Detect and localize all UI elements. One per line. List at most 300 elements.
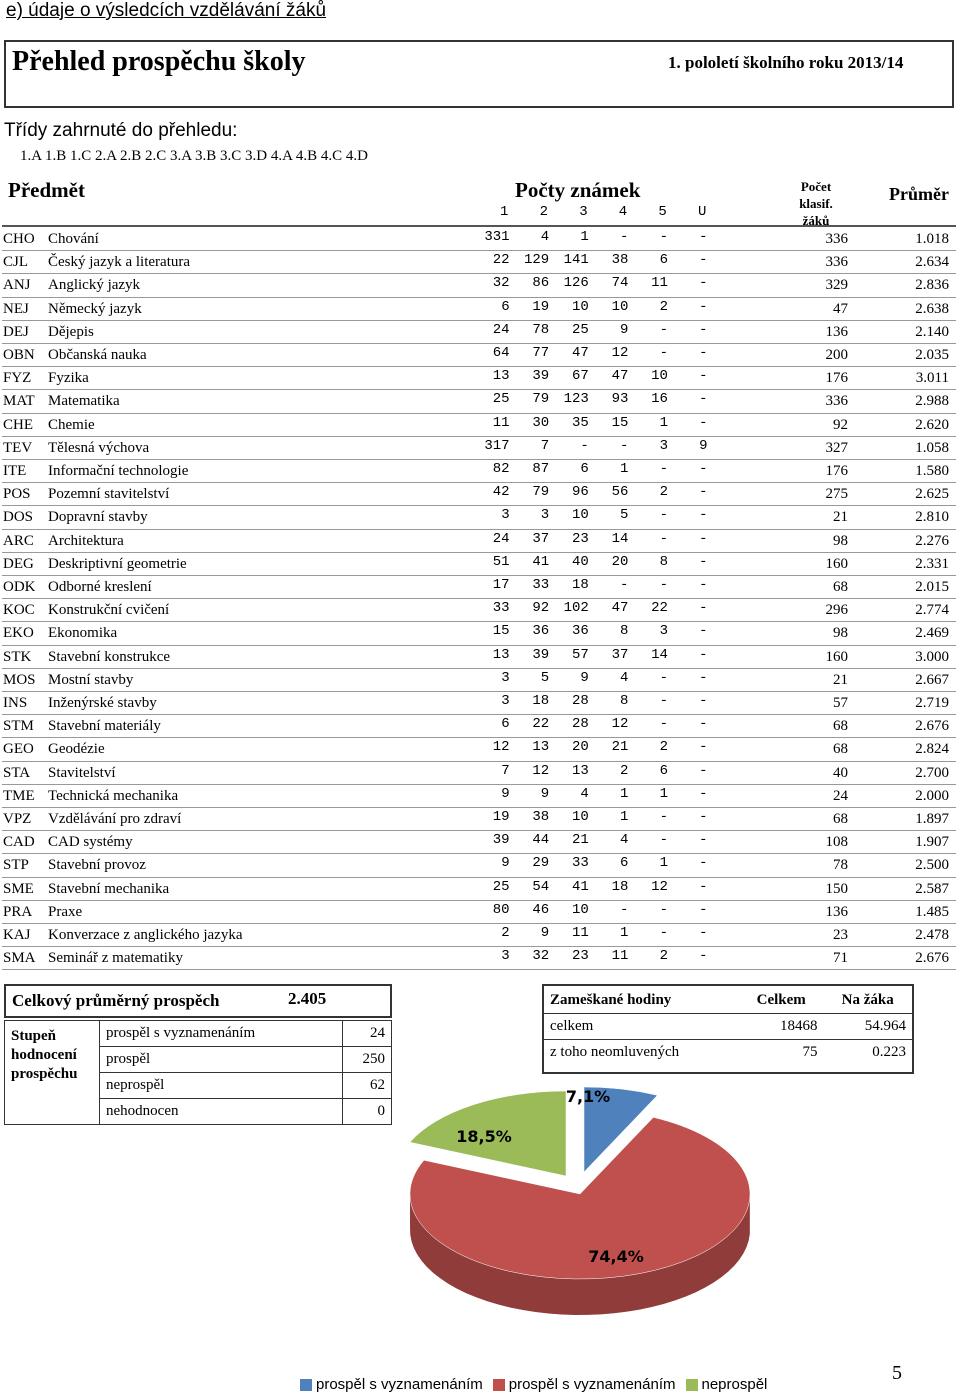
subject-name: Občanská nauka	[48, 347, 147, 363]
grade-count: -	[699, 414, 708, 431]
absence-total: 18468	[739, 1014, 823, 1040]
subject-code: STM	[3, 718, 34, 735]
subject-average: 2.140	[915, 323, 949, 340]
student-count: 71	[833, 950, 848, 967]
grade-count: -	[699, 716, 708, 733]
grade-count: 18	[611, 878, 629, 895]
subject-average: 2.774	[915, 602, 949, 619]
grade-count: 23	[571, 530, 589, 547]
grade-count: 3	[501, 507, 510, 524]
legend-item	[493, 1376, 676, 1393]
grade-header: 5	[658, 204, 667, 220]
grade-count: 6	[659, 252, 668, 269]
grade-count: 39	[532, 368, 550, 385]
table-row	[2, 460, 956, 483]
results-table	[4, 1020, 392, 1125]
subject-code: ODK	[3, 579, 36, 595]
subject-average: 2.634	[915, 254, 949, 271]
grade-count: 1	[659, 414, 668, 431]
grade-count: -	[699, 901, 708, 918]
header-divider	[2, 225, 956, 227]
grade-counts	[470, 600, 730, 616]
student-count: 160	[825, 648, 848, 665]
grade-count: 28	[571, 693, 589, 709]
table-row	[2, 831, 956, 854]
grade-count: 9	[580, 669, 589, 686]
grade-count: -	[699, 693, 708, 709]
subject-code: OBN	[3, 347, 35, 363]
grade-count: 36	[532, 623, 550, 640]
grade-counts	[470, 322, 730, 338]
grade-count: 22	[651, 600, 668, 617]
header-counts: Počty známek	[515, 178, 641, 202]
section-heading: e) údaje o výsledcích vzdělávání žáků	[6, 0, 327, 21]
absence-per-student: 54.964	[823, 1014, 912, 1040]
subject-code: KAJ	[3, 927, 31, 943]
student-count: 108	[825, 834, 848, 851]
subject-code: SME	[3, 880, 34, 897]
absence-header: Na žáka	[823, 988, 912, 1014]
table-row	[2, 414, 956, 437]
subject-name: Deskriptivní geometrie	[48, 555, 187, 572]
table-row	[2, 576, 956, 599]
absence-label: z toho neomluvených	[550, 1044, 680, 1060]
grade-count: -	[619, 901, 629, 918]
student-count: 21	[833, 671, 848, 688]
grade-count: 11	[611, 948, 629, 965]
grade-count: 28	[571, 716, 589, 733]
grade-header: 3	[579, 204, 588, 220]
subject-code: KOC	[3, 602, 35, 619]
student-count: 136	[825, 323, 848, 340]
grade-count: 96	[571, 484, 589, 501]
subject-name: Mostní stavby	[48, 671, 134, 688]
chart-legend	[300, 1376, 767, 1393]
grade-count: 24	[492, 321, 510, 338]
grade-count: 17	[492, 577, 510, 593]
grade-count: 1	[659, 785, 668, 802]
grade-counts	[470, 647, 730, 663]
subject-name: Dopravní stavby	[48, 509, 148, 526]
grade-count: 15	[611, 414, 629, 431]
grade-count: -	[619, 229, 629, 245]
grade-count: 10	[571, 809, 589, 825]
subject-average: 2.824	[915, 741, 949, 758]
grade-count: 93	[611, 391, 629, 408]
grade-count: 1	[619, 809, 629, 825]
subject-average: 2.719	[915, 695, 949, 711]
table-row	[2, 646, 956, 669]
absence-total: 75	[802, 1044, 818, 1060]
grade-count: 8	[619, 693, 629, 709]
grade-counts	[470, 554, 730, 570]
grade-count: 3	[659, 437, 668, 454]
student-count: 68	[833, 741, 848, 758]
grade-count: 12	[492, 739, 510, 756]
grade-count: 46	[532, 901, 550, 918]
grade-count: -	[699, 345, 708, 361]
subject-average: 2.478	[915, 927, 949, 943]
grade-count: 4	[619, 669, 629, 686]
grade-count: 13	[492, 646, 510, 663]
grade-count: 4	[580, 785, 589, 802]
grade-count: 20	[611, 553, 629, 570]
grade-count: 1	[659, 855, 668, 872]
page-number: 5	[892, 1362, 902, 1384]
grade-count: -	[699, 762, 708, 779]
subject-average: 2.676	[915, 718, 949, 735]
table-row	[2, 506, 956, 529]
table-row	[2, 483, 956, 506]
table-row	[2, 437, 956, 460]
subject-name: CAD systémy	[48, 834, 133, 851]
grade-counts	[470, 879, 730, 895]
subject-code: ANJ	[3, 277, 31, 294]
grade-count: -	[699, 321, 708, 338]
grade-count: 57	[571, 646, 589, 663]
grade-count: -	[699, 948, 708, 965]
grade-count: 9	[619, 321, 629, 338]
grade-count: 67	[571, 368, 589, 385]
grade-count: -	[659, 229, 668, 245]
subject-name: Pozemní stavitelství	[48, 486, 170, 503]
grade-count: 22	[492, 252, 510, 269]
grade-count: 10	[571, 298, 589, 315]
grade-counts	[470, 716, 730, 732]
subject-code: CAD	[3, 834, 35, 851]
grade-count: -	[659, 577, 668, 593]
table-row	[2, 854, 956, 877]
grade-counts	[470, 229, 730, 245]
grade-count: 25	[492, 391, 510, 408]
grade-count: 331	[484, 229, 510, 245]
student-count: 40	[833, 764, 848, 781]
grade-count: 6	[659, 762, 668, 779]
subject-average: 2.500	[915, 857, 949, 874]
result-value: 250	[343, 1047, 392, 1073]
pie-data-label: 74,4%	[588, 1247, 644, 1266]
subject-code: TME	[3, 787, 35, 804]
grade-count: 25	[492, 878, 510, 895]
grade-count: 2	[659, 739, 668, 756]
grade-count: 126	[563, 275, 589, 292]
student-count: 160	[825, 555, 848, 572]
grade-count: 8	[619, 623, 629, 640]
subject-code: CJL	[3, 254, 29, 271]
header-count	[786, 178, 846, 229]
grade-count: 7	[501, 762, 510, 779]
header-grades	[500, 204, 738, 220]
grade-count: 2	[659, 484, 668, 501]
subject-name: Fyzika	[48, 370, 89, 387]
grade-count: 36	[571, 623, 589, 640]
grade-count: 39	[492, 832, 510, 849]
grade-count: -	[699, 832, 708, 849]
grade-count: 24	[492, 530, 510, 547]
grade-counts	[470, 368, 730, 384]
subject-name: Matematika	[48, 393, 120, 410]
grade-count: -	[659, 461, 668, 477]
student-count: 78	[833, 857, 848, 874]
student-count: 98	[833, 625, 848, 642]
result-value: 24	[343, 1021, 392, 1047]
grade-count: 30	[532, 414, 550, 431]
grade-count: 12	[651, 878, 668, 895]
subject-code: CHE	[3, 416, 33, 433]
subject-average: 2.638	[915, 300, 949, 317]
absence-label: celkem	[544, 1014, 739, 1040]
grade-count: 21	[571, 832, 589, 849]
subject-average: 1.058	[915, 439, 949, 456]
subject-average: 3.011	[915, 370, 949, 387]
grade-counts	[470, 577, 730, 593]
header-average: Průměr	[889, 184, 949, 204]
grade-count: -	[659, 530, 668, 547]
table-row	[2, 738, 956, 761]
grade-count: 3	[501, 669, 510, 686]
subject-code: STA	[3, 764, 31, 781]
grade-counts	[470, 507, 730, 523]
subject-code: PRA	[3, 903, 33, 920]
absence-header: Celkem	[739, 988, 823, 1014]
grade-count: 9	[540, 785, 550, 802]
grade-counts	[470, 391, 730, 407]
subject-average: 2.988	[915, 393, 949, 410]
grade-count: 3	[540, 507, 550, 524]
pie-data-label: 18,5%	[456, 1127, 512, 1146]
grade-count: -	[659, 507, 668, 524]
grade-count: 9	[699, 437, 708, 454]
grade-count: 14	[611, 530, 629, 547]
grade-count: 21	[611, 739, 629, 756]
grade-count: 86	[532, 275, 550, 292]
subject-code: MAT	[3, 393, 35, 410]
grade-count: 1	[580, 229, 589, 245]
grade-count: -	[619, 577, 629, 593]
table-row	[2, 274, 956, 297]
grade-counts	[470, 461, 730, 477]
header-count-line1: Počet	[800, 179, 832, 194]
grade-count: 10	[571, 507, 589, 524]
student-count: 176	[825, 370, 848, 387]
grade-count: 33	[571, 855, 589, 872]
grade-count: 38	[532, 809, 550, 825]
grade-count: -	[659, 809, 668, 825]
table-row	[2, 599, 956, 622]
grade-count: -	[659, 345, 668, 361]
grade-count: -	[659, 669, 668, 686]
subject-code: CHO	[3, 231, 35, 247]
subject-name: Technická mechanika	[48, 787, 179, 804]
student-count: 92	[833, 416, 848, 433]
grade-count: 1	[619, 925, 629, 941]
grade-count: -	[659, 925, 668, 941]
grade-count: 2	[659, 298, 668, 315]
table-row	[2, 553, 956, 576]
grade-counts	[470, 345, 730, 361]
subject-code: POS	[3, 486, 31, 503]
table-row	[2, 715, 956, 738]
grade-count: 41	[571, 878, 589, 895]
overall-value: 2.405	[288, 989, 327, 1008]
subject-name: Stavební mechanika	[48, 880, 170, 897]
subject-average: 2.331	[915, 555, 949, 572]
subject-name: Dějepis	[48, 323, 94, 340]
grade-counts	[470, 438, 730, 454]
grade-count: -	[659, 901, 668, 918]
subject-code: MOS	[3, 671, 36, 688]
subject-name: Architektura	[48, 532, 124, 549]
grade-counts	[470, 763, 730, 779]
grade-count: 82	[492, 461, 510, 477]
student-count: 68	[833, 579, 848, 595]
grade-count: 6	[501, 716, 510, 733]
subject-name: Chování	[48, 231, 99, 247]
student-count: 200	[825, 347, 848, 363]
results-side-label-line: Stupeň	[11, 1028, 57, 1044]
absence-per-student: 0.223	[872, 1044, 906, 1060]
grade-count: -	[659, 832, 668, 849]
grade-count: 77	[532, 345, 550, 361]
subject-name: Chemie	[48, 416, 95, 433]
grade-count: 4	[619, 832, 629, 849]
subject-average: 2.810	[915, 509, 949, 526]
grade-count: 12	[532, 762, 550, 779]
student-count: 68	[833, 718, 848, 735]
table-row	[2, 785, 956, 808]
grade-count: 6	[580, 461, 589, 477]
grade-counts	[470, 925, 730, 941]
subject-code: TEV	[3, 439, 33, 456]
grade-count: 6	[501, 298, 510, 315]
grade-counts	[470, 739, 730, 755]
subject-name: Konverzace z anglického jazyka	[48, 927, 243, 943]
table-row	[2, 298, 956, 321]
grade-count: 78	[532, 321, 550, 338]
grade-count: 80	[492, 901, 510, 918]
grade-counts	[470, 484, 730, 500]
grade-count: 3	[501, 948, 510, 965]
subject-average: 1.580	[915, 463, 949, 479]
subject-average: 1.485	[915, 903, 949, 920]
grade-count: 33	[532, 577, 550, 593]
subject-average: 2.015	[915, 579, 949, 595]
subject-code: DEJ	[3, 323, 29, 340]
grade-count: -	[699, 669, 708, 686]
subject-name: Český jazyk a literatura	[48, 254, 191, 271]
grade-count: 51	[492, 553, 510, 570]
grade-count: 44	[532, 832, 550, 849]
grade-count: 41	[532, 553, 550, 570]
table-row	[2, 367, 956, 390]
grade-counts	[470, 832, 730, 848]
grade-count: 87	[532, 461, 550, 477]
grade-count: 32	[492, 275, 510, 292]
grade-count: 12	[611, 345, 629, 361]
grade-counts	[470, 415, 730, 431]
header-subject: Předmět	[8, 178, 85, 202]
grade-count: -	[699, 252, 708, 269]
grade-count: 8	[659, 553, 668, 570]
absence-header: Zameškané hodiny	[544, 988, 739, 1014]
grade-counts	[470, 902, 730, 918]
grade-header: 2	[539, 204, 548, 220]
subject-average: 1.907	[915, 834, 949, 851]
student-count: 21	[833, 509, 848, 526]
grade-count: 13	[571, 762, 589, 779]
subject-name: Odborné kreslení	[48, 579, 152, 595]
legend-swatch	[686, 1379, 698, 1391]
legend-label: prospěl s vyznamenáním	[508, 1376, 676, 1393]
grade-count: 38	[611, 252, 629, 269]
legend-item	[300, 1376, 483, 1393]
grade-count: 64	[492, 345, 510, 361]
subject-code: STK	[3, 648, 32, 665]
grade-counts	[470, 855, 730, 871]
page-title: Přehled prospěchu školy	[12, 46, 306, 77]
overall-label: Celkový průměrný prospěch	[12, 991, 220, 1010]
grade-count: -	[699, 646, 708, 663]
grade-counts	[470, 693, 730, 709]
grade-count: 9	[540, 925, 550, 941]
grade-counts	[470, 623, 730, 639]
grade-count: 92	[532, 600, 550, 617]
grade-count: -	[580, 437, 589, 454]
legend-label: neprospěl	[701, 1376, 768, 1393]
subject-name: Ekonomika	[48, 625, 118, 642]
grade-header: 1	[500, 204, 509, 220]
grade-count: -	[619, 437, 629, 454]
subject-name: Anglický jazyk	[48, 277, 141, 294]
grade-counts	[470, 786, 730, 802]
table-row	[2, 692, 956, 715]
subject-name: Informační technologie	[48, 463, 189, 479]
subject-average: 2.276	[915, 532, 949, 549]
grade-count: 32	[532, 948, 550, 965]
subject-code: FYZ	[3, 370, 32, 387]
grade-count: 9	[501, 785, 510, 802]
subject-code: ITE	[3, 463, 27, 479]
grade-count: -	[699, 855, 708, 872]
subject-code: ARC	[3, 532, 34, 549]
grade-count: 56	[611, 484, 629, 501]
student-count: 336	[825, 393, 848, 410]
subject-name: Konstrukční cvičení	[48, 602, 170, 619]
grade-count: 18	[532, 693, 550, 709]
grade-count: -	[659, 693, 668, 709]
subject-code: SMA	[3, 950, 36, 967]
grade-count: 5	[619, 507, 629, 524]
grade-count: -	[699, 507, 708, 524]
grade-count: 3	[659, 623, 668, 640]
grade-count: -	[699, 739, 708, 756]
student-count: 98	[833, 532, 848, 549]
grade-count: 1	[619, 461, 629, 477]
grade-count: 37	[611, 646, 629, 663]
table-row	[2, 901, 956, 924]
subject-name: Seminář z matematiky	[48, 950, 183, 967]
grade-count: 1	[619, 785, 629, 802]
subject-average: 2.035	[915, 347, 949, 363]
grade-count: 5	[540, 669, 550, 686]
grade-count: -	[699, 484, 708, 501]
legend-swatch	[300, 1379, 312, 1391]
grade-count: 25	[571, 321, 589, 338]
subject-code: INS	[3, 695, 28, 711]
subject-name: Geodézie	[48, 741, 105, 758]
result-label: prospěl	[100, 1047, 343, 1073]
grade-count: 39	[532, 646, 550, 663]
